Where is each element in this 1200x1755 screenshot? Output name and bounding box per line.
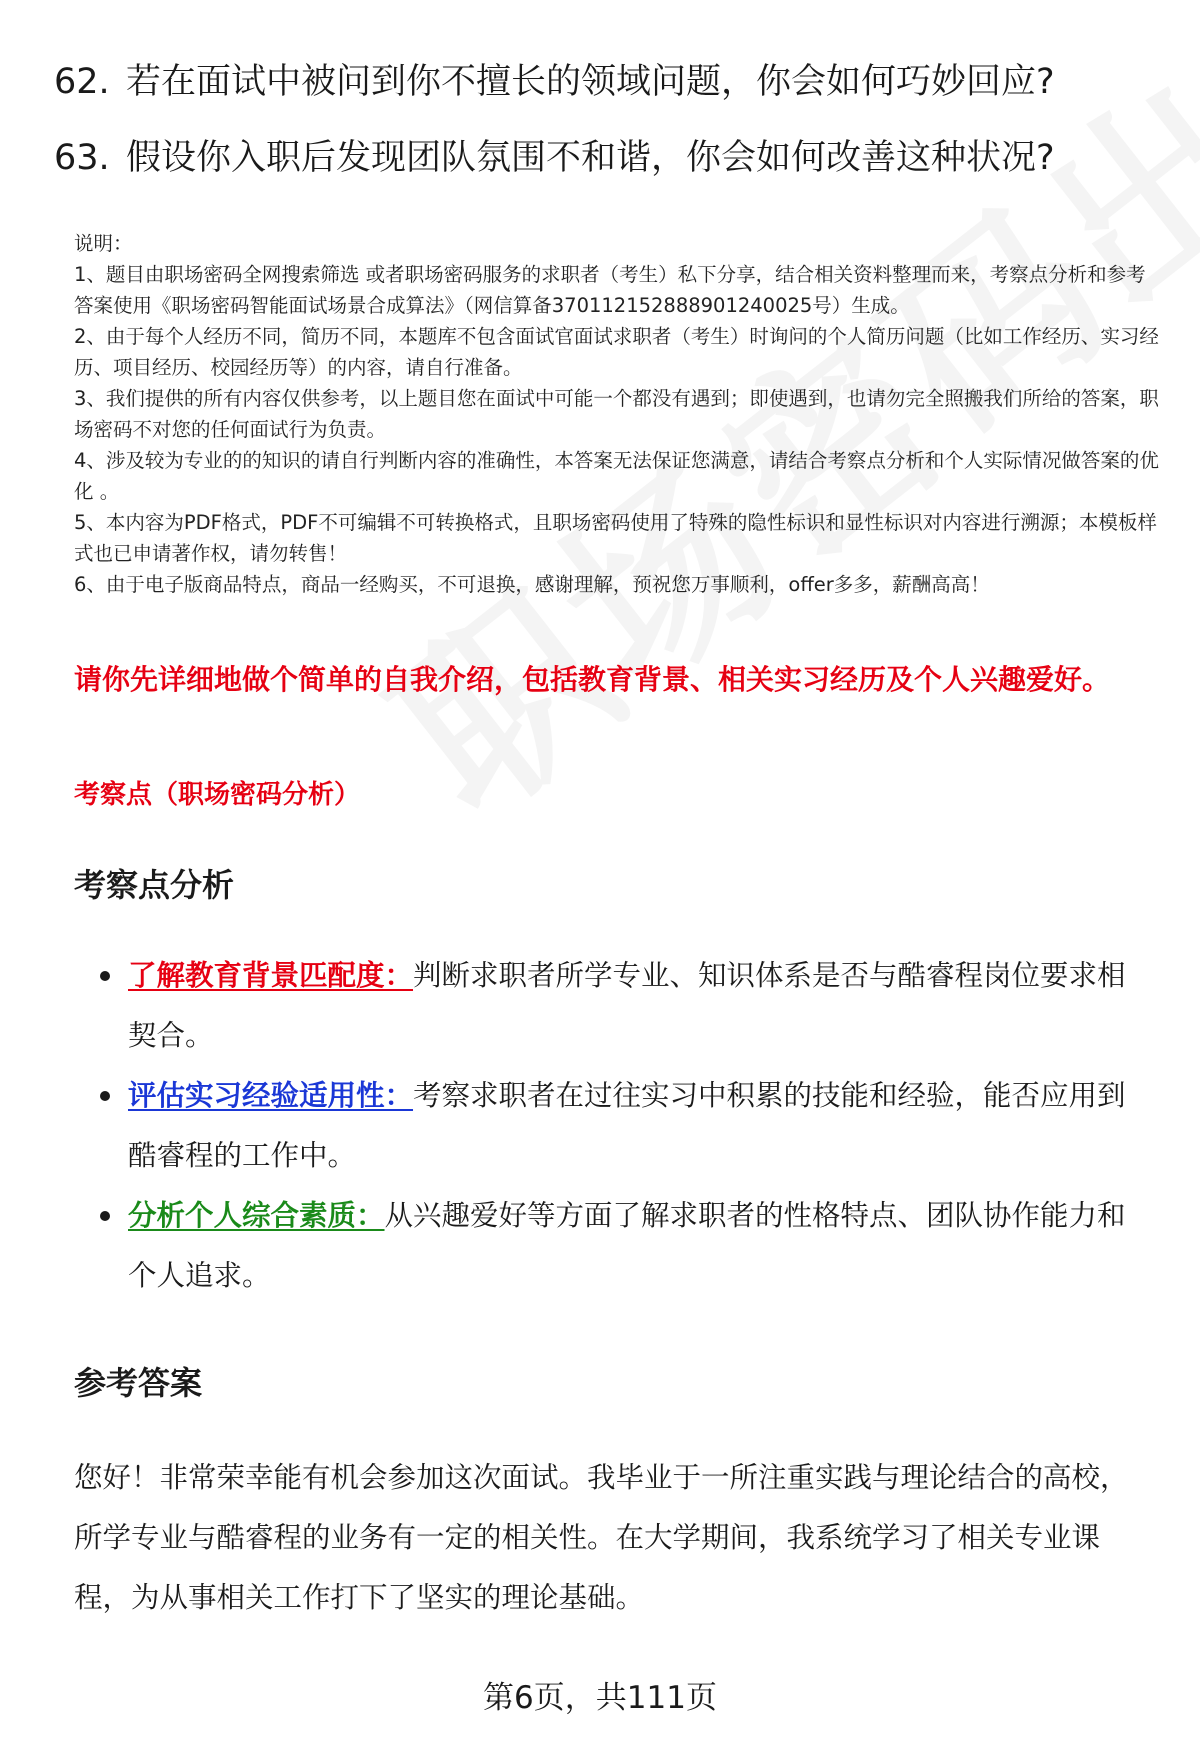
analysis-point bbox=[100, 1066, 1150, 1186]
note-item: 5、本内容为PDF格式，PDF不可编辑不可转换格式，且职场密码使用了特殊的隐性标识和显性标识对内容进行溯源；本模板样式也已申请著作权，请勿转售！ bbox=[74, 511, 1157, 565]
note-item: 4、涉及较为专业的的知识的请自行判断内容的准确性，本答案无法保证您满意，请结合考察点分析和个人实际情况做答案的优化 。 bbox=[74, 449, 1159, 503]
answer-heading: 参考答案 bbox=[74, 1364, 203, 1402]
note-item: 3、我们提供的所有内容仅供参考，以上题目您在面试中可能一个都没有遇到；即使遇到，也请勿完全照搬我们所给的答案，职场密码不对您的任何面试行为负责。 bbox=[74, 387, 1159, 441]
bullet-dot-icon bbox=[100, 1211, 110, 1221]
analysis-point bbox=[100, 946, 1150, 1066]
bullet-dot-icon bbox=[100, 1091, 110, 1101]
analysis-tag: 考察点（职场密码分析） bbox=[74, 780, 361, 810]
analysis-point-text: 考察求职者在过往实习中积累的技能和经验，能否应用到酷睿程的工作中。 bbox=[128, 1079, 1126, 1172]
question-item-62 bbox=[54, 54, 1055, 104]
analysis-point bbox=[100, 1186, 1150, 1306]
note-item: 6、由于电子版商品特点，商品一经购买，不可退换，感谢理解，预祝您万事顺利，offer多多，薪酬高高！ bbox=[74, 573, 990, 596]
bullet-dot-icon bbox=[100, 971, 110, 981]
note-item: 2、由于每个人经历不同，简历不同，本题库不包含面试官面试求职者（考生）时询问的个人简历问题（比如工作经历、实习经历、项目经历、校园经历等）的内容，请自行准备。 bbox=[74, 325, 1159, 379]
question-text: 若在面试中被问到你不擅长的领域问题，你会如何巧妙回应? bbox=[126, 62, 1055, 102]
answer-text: 您好！非常荣幸能有机会参加这次面试。我毕业于一所注重实践与理论结合的高校，所学专业与酷睿程的业务有一定的相关性。在大学期间，我系统学习了相关专业课程，为从事相关工作打下了坚实的理论基础。 bbox=[74, 1461, 1129, 1614]
analysis-heading: 考察点分析 bbox=[74, 866, 235, 904]
page-footer: 第6页，共111页 bbox=[483, 1680, 717, 1716]
notes-heading: 说明： bbox=[74, 232, 133, 255]
note-item: 1、题目由职场密码全网搜索筛选 或者职场密码服务的求职者（考生）私下分享，结合相关资料整理而来，考察点分析和参考答案使用《职场密码智能面试场景合成算法》（网信算备370112152888901240025号）生成。 bbox=[74, 263, 1146, 317]
question-number: 63. bbox=[54, 138, 110, 178]
analysis-points-list bbox=[100, 946, 1150, 1306]
analysis-point-text: 从兴趣爱好等方面了解求职者的性格特点、团队协作能力和个人追求。 bbox=[128, 1199, 1126, 1292]
question-text: 假设你入职后发现团队氛围不和谐，你会如何改善这种状况? bbox=[126, 138, 1055, 178]
analysis-point-label: 评估实习经验适用性： bbox=[128, 1079, 414, 1112]
analysis-point-label: 分析个人综合素质： bbox=[128, 1199, 385, 1232]
question-item-63 bbox=[54, 130, 1055, 180]
analysis-point-label: 了解教育背景匹配度： bbox=[128, 959, 414, 992]
question-number: 62. bbox=[54, 62, 110, 102]
analysis-point-text: 判断求职者所学专业、知识体系是否与酷睿程岗位要求相契合。 bbox=[128, 959, 1126, 1052]
disclaimer-notes bbox=[74, 228, 1164, 600]
main-question: 请你先详细地做个简单的自我介绍，包括教育背景、相关实习经历及个人兴趣爱好。 bbox=[74, 663, 1111, 696]
